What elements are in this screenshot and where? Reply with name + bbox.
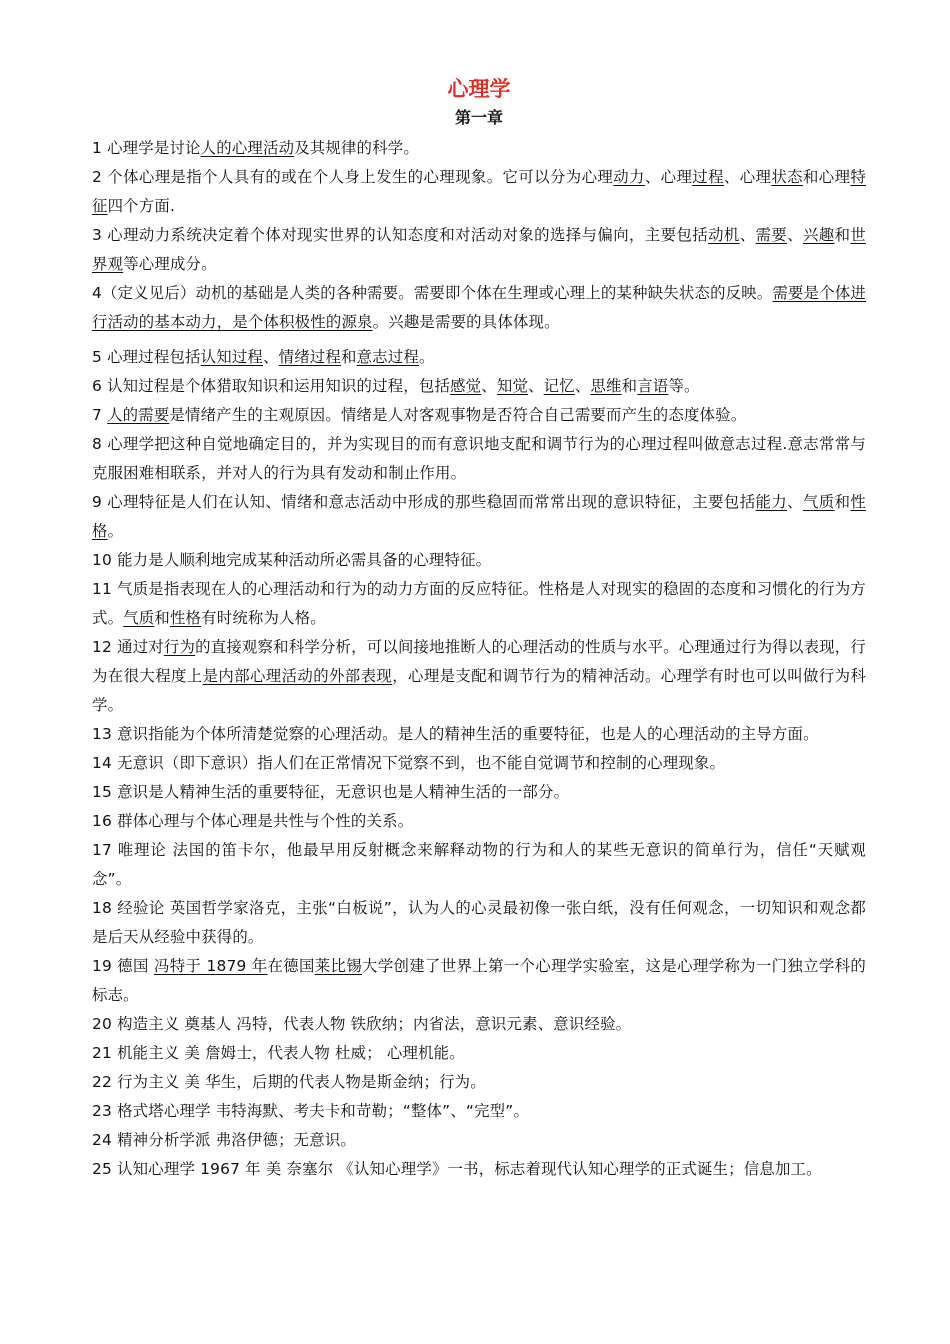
text-run: 23 格式塔心理学 韦特海默、考夫卡和苛勒；“整体”、“完型”。 <box>92 1102 530 1120</box>
underlined-text: 思维 <box>590 377 622 395</box>
text-run: 、 <box>481 377 497 395</box>
text-run: 等。 <box>668 377 700 395</box>
underlined-text: 意志过程 <box>356 348 419 366</box>
paragraph <box>92 1126 866 1155</box>
text-run: 7 <box>92 406 108 424</box>
text-run: 、心理 <box>644 168 693 186</box>
text-run: 、 <box>574 377 591 395</box>
text-run: 19 德国 <box>92 957 155 975</box>
underlined-text: 需要 <box>755 226 788 244</box>
paragraph <box>92 633 866 720</box>
text-run: 13 意识指能为个体所清楚觉察的心理活动。是人的精神生活的重要特征，也是人的心理活动的主导方面。 <box>92 725 819 743</box>
underlined-text: 莱比锡 <box>314 957 363 975</box>
text-run: 4（定义见后）动机的基础是人类的各种需要。需要即个体在生理或心理上的某种缺失状态的反映。 <box>92 284 773 302</box>
text-run: 、 <box>787 226 803 244</box>
paragraph <box>92 720 866 749</box>
underlined-text: 行为 <box>163 638 196 656</box>
underlined-text: 知觉 <box>496 377 529 395</box>
underlined-text: 状态 <box>771 168 803 186</box>
paragraph-list <box>92 134 866 1184</box>
text-run: 、 <box>739 226 756 244</box>
paragraph <box>92 952 866 1010</box>
text-run: 14 无意识（即下意识）指人们在正常情况下觉察不到，也不能自觉调节和控制的心理现象。 <box>92 754 726 772</box>
paragraph <box>92 430 866 488</box>
text-run: 和 <box>834 493 851 511</box>
paragraph <box>92 894 866 952</box>
paragraph <box>92 1039 866 1068</box>
underlined-text: 情绪过程 <box>278 348 341 366</box>
text-run: 和 <box>340 348 357 366</box>
text-run: 10 能力是人顺利地完成某种活动所必需具备的心理特征。 <box>92 551 492 569</box>
underlined-text: 认知过程 <box>200 348 264 366</box>
text-run: 及其规律的科学。 <box>294 139 419 157</box>
paragraph <box>92 807 866 836</box>
text-run: 。 <box>418 348 435 366</box>
text-run: 、 <box>263 348 279 366</box>
paragraph <box>92 279 866 337</box>
underlined-text: 过程 <box>692 168 724 186</box>
text-run: 2 个体心理是指个人具有的或在个人身上发生的心理现象。它可以分为心理 <box>92 168 614 186</box>
text-run: 21 机能主义 美 詹姆士，代表人物 杜威； 心理机能。 <box>92 1044 465 1062</box>
underlined-text: 是内部心理活动的外部表现 <box>202 667 393 685</box>
underlined-text: 记忆 <box>543 377 575 395</box>
text-run: 5 心理过程包括 <box>92 348 201 366</box>
text-run: 的直接观察和科学分析，可以间接地推断人的心理活动的性质与水平。心理通过行为得以表现，行为在很大程度上 <box>92 638 867 685</box>
underlined-text: 气质 <box>802 493 835 511</box>
underlined-text: 人的需要 <box>107 406 170 424</box>
text-run: 和 <box>834 226 851 244</box>
text-run: ，心理是支配和调节行为的精神活动。心理学有时也可以叫做行为科学。 <box>92 667 866 714</box>
text-run: 12 通过对 <box>92 638 164 656</box>
text-run: 、 <box>787 493 803 511</box>
text-run: 11 气质是指表现在人的心理活动和行为的动力方面的反应特征。性格是人对现实的稳固的态度和习惯化的行为方式。 <box>92 580 866 627</box>
text-run: 22 行为主义 美 华生，后期的代表人物是斯金纳；行为。 <box>92 1073 486 1091</box>
text-run: 。兴趣是需要的具体体现。 <box>372 313 560 331</box>
underlined-text: 感觉 <box>450 377 482 395</box>
text-run: 9 心理特征是人们在认知、情绪和意志活动中形成的那些稳固而常常出现的意识特征，主要包括 <box>92 493 756 511</box>
text-run: 大学创建了世界上第一个心理学实验室，这是心理学称为一门独立学科的标志。 <box>92 957 866 1004</box>
underlined-text: 动力 <box>613 168 645 186</box>
text-run: 、心理 <box>723 168 772 186</box>
underlined-text: 人的心理活动 <box>200 139 295 157</box>
text-run: 和心理 <box>802 168 851 186</box>
paragraph <box>92 836 866 894</box>
text-run: 和 <box>621 377 638 395</box>
paragraph <box>92 1155 866 1184</box>
text-run: 和 <box>154 609 170 627</box>
paragraph <box>92 488 866 546</box>
underlined-text: 能力 <box>755 493 788 511</box>
underlined-text: 世界观 <box>92 226 866 273</box>
underlined-text: 性格 <box>92 493 866 540</box>
text-run: 、 <box>528 377 544 395</box>
paragraph <box>92 221 866 279</box>
paragraph <box>92 401 866 430</box>
paragraph <box>92 163 866 221</box>
paragraph <box>92 1068 866 1097</box>
text-run: 有时统称为人格。 <box>201 609 326 627</box>
underlined-text: 言语 <box>637 377 669 395</box>
text-run: 18 经验论 英国哲学家洛克，主张“白板说”，认为人的心灵最初像一张白纸，没有任何观念，一切知识和观念都是后天从经验中获得的。 <box>92 899 866 946</box>
underlined-text: 动机 <box>708 226 740 244</box>
paragraph <box>92 1097 866 1126</box>
text-run: 是情绪产生的主观原因。情绪是人对客观事物是否符合自己需要而产生的态度体验。 <box>169 406 747 424</box>
text-run: 1 心理学是讨论 <box>92 139 201 157</box>
text-run: 。 <box>107 522 124 540</box>
paragraph <box>92 134 866 163</box>
paragraph <box>92 372 866 401</box>
underlined-text: 兴趣 <box>802 226 835 244</box>
paragraph <box>92 343 866 372</box>
text-run: 8 心理学把这种自觉地确定目的，并为实现目的而有意识地支配和调节行为的心理过程叫做意志过程.意志常常与克服困难相联系，并对人的行为具有发动和制止作用。 <box>92 435 866 482</box>
underlined-text: 需要是个体进行活动的基本动力，是个体积极性的源泉 <box>92 284 867 331</box>
chapter-heading: 第一章 <box>454 108 503 127</box>
text-run: 6 认知过程是个体猎取知识和运用知识的过程，包括 <box>92 377 451 395</box>
underlined-text: 性格 <box>169 609 202 627</box>
text-run: 15 意识是人精神生活的重要特征，无意识也是人精神生活的一部分。 <box>92 783 570 801</box>
underlined-text: 冯特于 1879 年 <box>154 957 268 975</box>
paragraph <box>92 575 866 633</box>
paragraph <box>92 546 866 575</box>
paragraph <box>92 778 866 807</box>
text-run: 20 构造主义 奠基人 冯特，代表人物 铁欣纳；内省法，意识元素、意识经验。 <box>92 1015 632 1033</box>
text-run: 在德国 <box>267 957 315 975</box>
document-title: 心理学 <box>447 77 511 101</box>
text-run: 3 心理动力系统决定着个体对现实世界的认知态度和对活动对象的选择与偏向，主要包括 <box>92 226 709 244</box>
text-run: 等心理成分。 <box>123 255 217 273</box>
underlined-text: 气质 <box>123 609 155 627</box>
text-run: 25 认知心理学 1967 年 美 奈塞尔 《认知心理学》一书，标志着现代认知心理学的正式诞生；信息加工。 <box>92 1160 822 1178</box>
underlined-text: 特征 <box>92 168 866 215</box>
text-run: 16 群体心理与个体心理是共性与个性的关系。 <box>92 812 414 830</box>
text-run: 四个方面. <box>107 197 176 215</box>
paragraph <box>92 749 866 778</box>
paragraph <box>92 1010 866 1039</box>
text-run: 17 唯理论 法国的笛卡尔，他最早用反射概念来解释动物的行为和人的某些无意识的简单行为，信任“天赋观念”。 <box>92 841 866 888</box>
text-run: 24 精神分析学派 弗洛伊德；无意识。 <box>92 1131 357 1149</box>
